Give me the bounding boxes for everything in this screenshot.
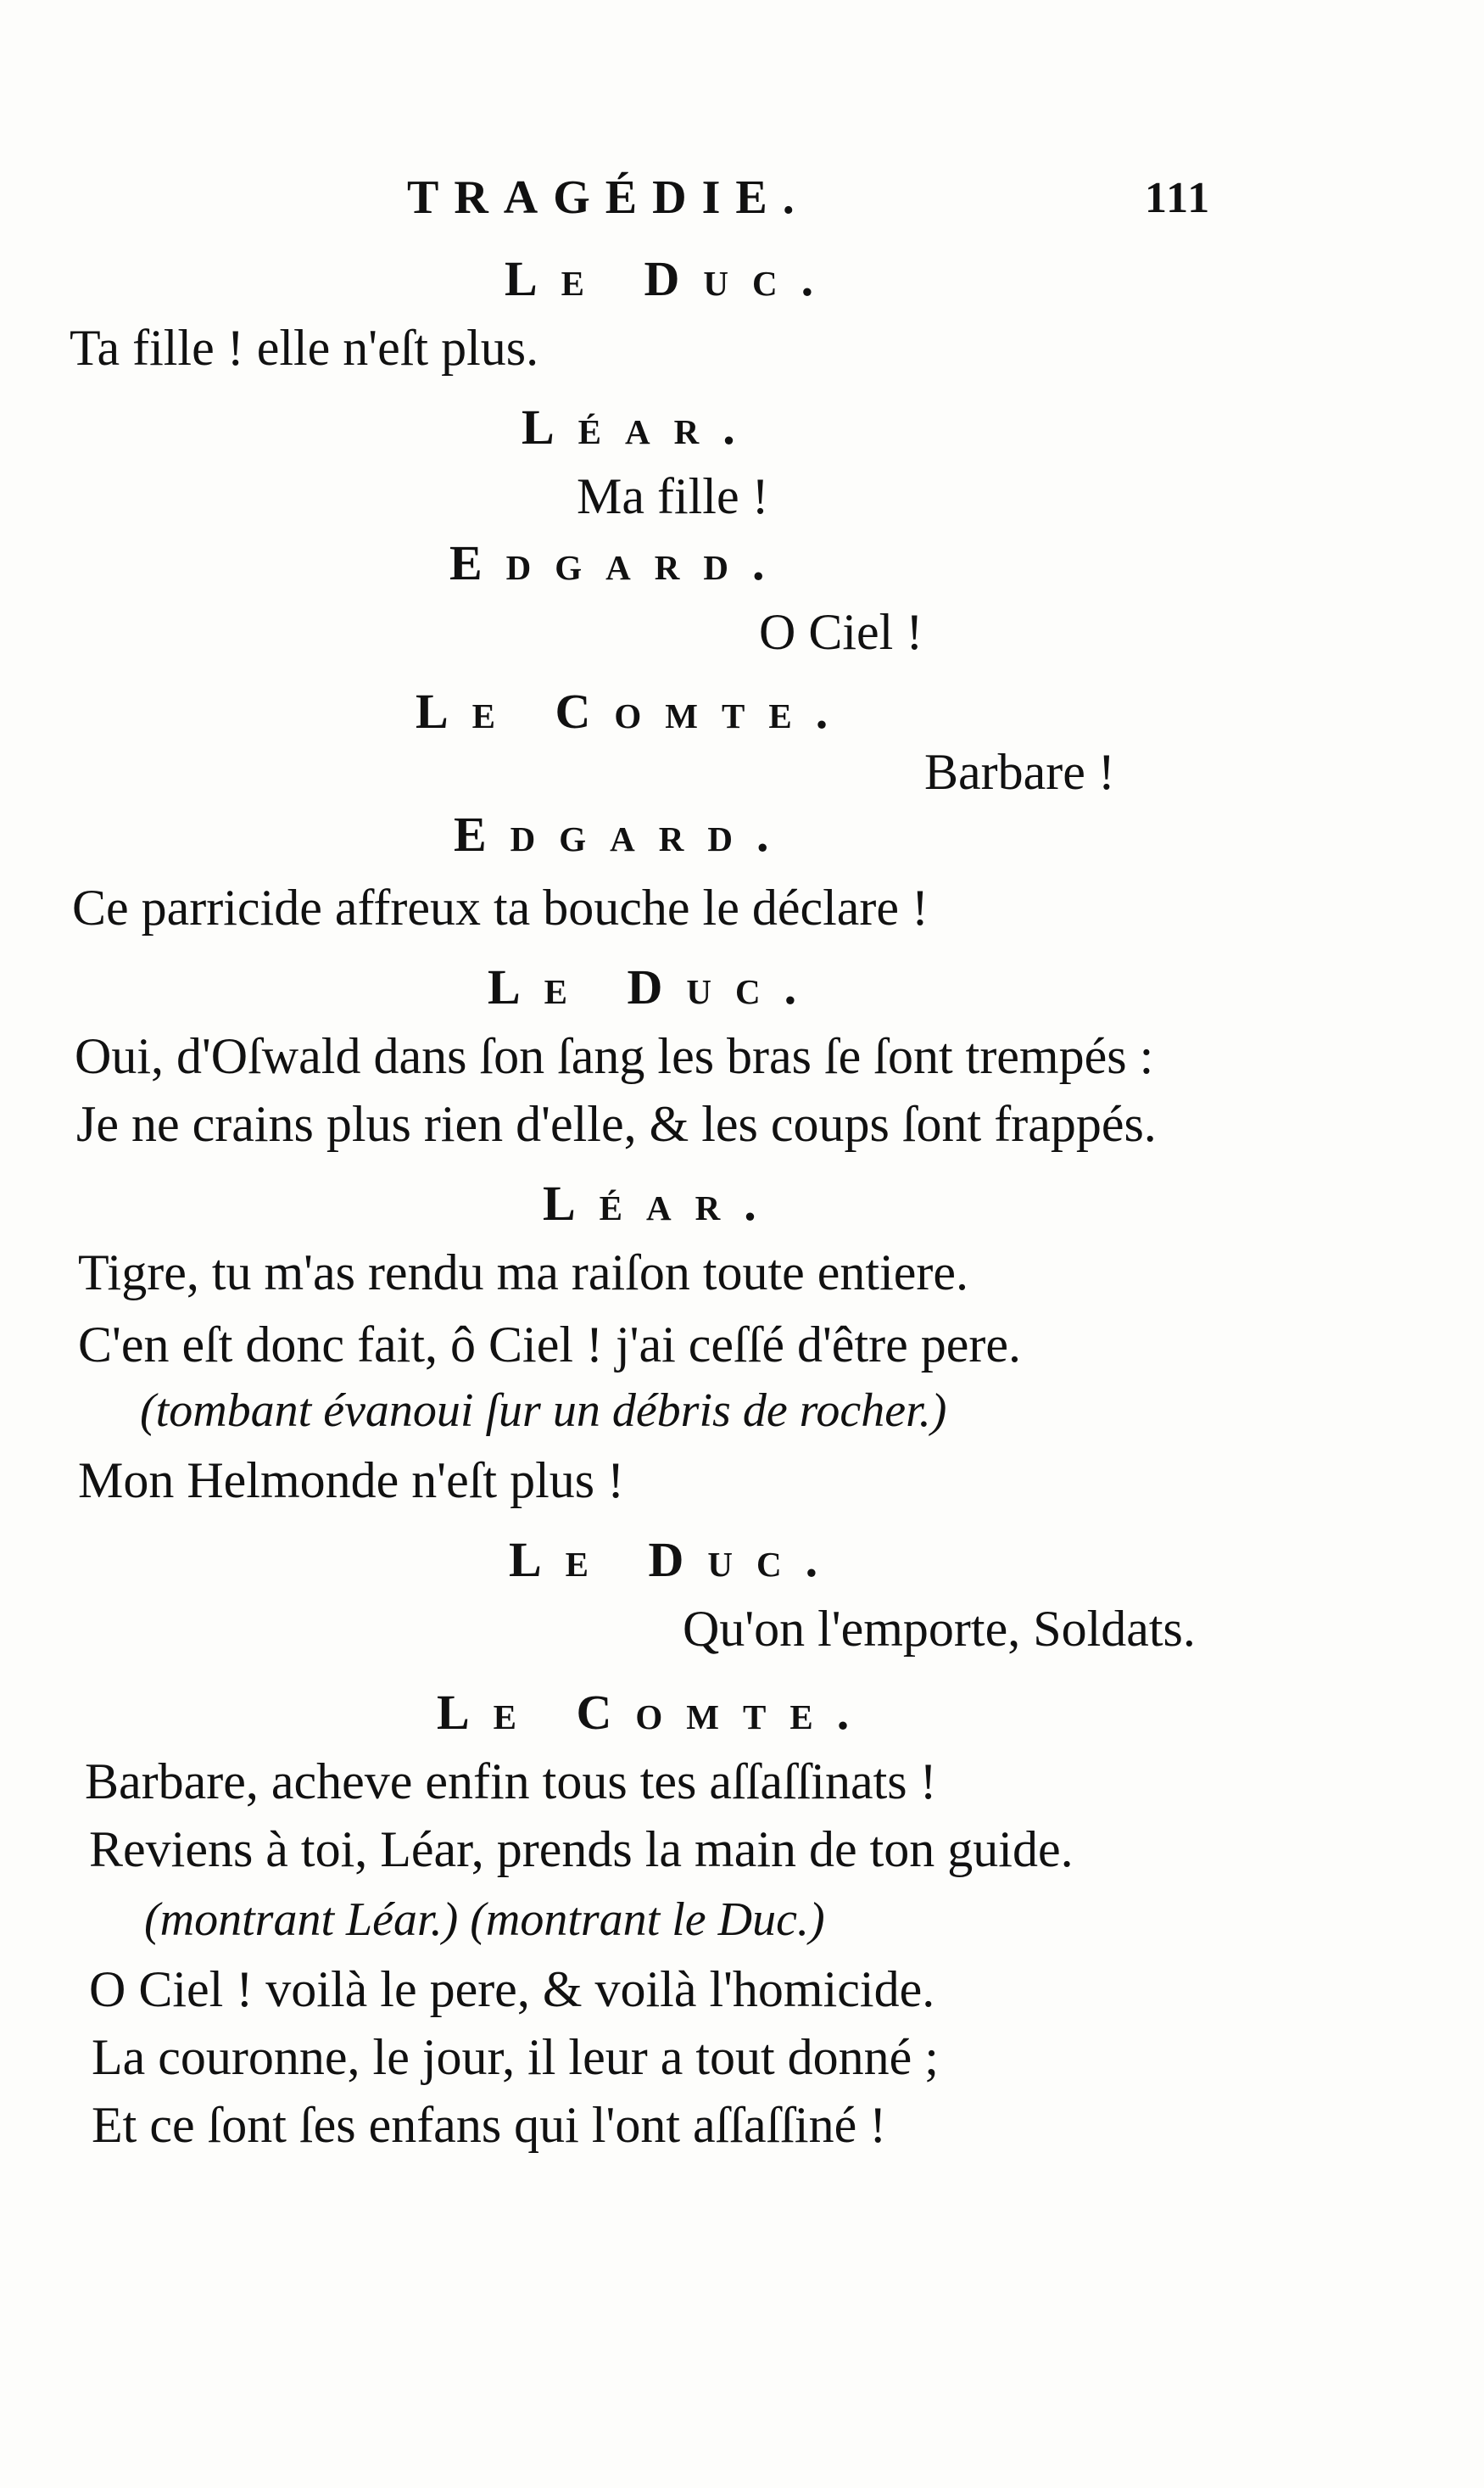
speaker-name: Le Duc.	[505, 251, 838, 306]
verse-line: Barbare !	[924, 744, 1115, 800]
verse-line: O Ciel ! voilà le pere, & voilà l'homicide.	[89, 1961, 935, 2017]
verse-line: Ta fille ! elle n'eſt plus.	[70, 320, 539, 376]
verse-line: O Ciel !	[759, 604, 923, 660]
speaker-name: Edgard.	[454, 807, 793, 862]
running-title: TRAGÉDIE.	[407, 171, 810, 224]
verse-line: Ma fille !	[577, 468, 769, 524]
stage-direction: (tombant évanoui ſur un débris de rocher.)	[140, 1384, 947, 1437]
verse-line: Qu'on l'emporte, Soldats.	[683, 1601, 1196, 1657]
speaker-name: Léar.	[543, 1176, 780, 1231]
speaker-name: Le Duc.	[509, 1532, 842, 1587]
speaker-name: Léar.	[522, 400, 759, 455]
verse-line: Oui, d'Oſwald dans ſon ſang les bras ſe ſont trempés :	[75, 1028, 1154, 1084]
verse-line: La couronne, le jour, il leur a tout donné ;	[92, 2029, 939, 2085]
verse-line: Et ce ſont ſes enfans qui l'ont aſſaſſiné !	[92, 2097, 887, 2153]
verse-line: Barbare, acheve enfin tous tes aſſaſſinats !	[85, 1753, 937, 1809]
stage-direction: (montrant Léar.) (montrant le Duc.)	[144, 1893, 825, 1946]
speaker-name: Edgard.	[449, 535, 789, 590]
page-number: 111	[1145, 174, 1212, 222]
speaker-name: Le Comte.	[416, 684, 852, 739]
verse-line: Reviens à toi, Léar, prends la main de ton guide.	[89, 1821, 1074, 1877]
verse-line: Je ne crains plus rien d'elle, & les coups ſont frappés.	[76, 1096, 1157, 1152]
verse-line: C'en eſt donc fait, ô Ciel ! j'ai ceſſé d'être pere.	[78, 1317, 1021, 1373]
verse-line: Tigre, tu m'as rendu ma raiſon toute entiere.	[78, 1244, 968, 1300]
verse-line: Mon Helmonde n'eſt plus !	[78, 1452, 625, 1508]
speaker-name: Le Comte.	[437, 1685, 873, 1740]
verse-line: Ce parricide affreux ta bouche le déclare !	[72, 880, 929, 936]
speaker-name: Le Duc.	[488, 959, 821, 1015]
